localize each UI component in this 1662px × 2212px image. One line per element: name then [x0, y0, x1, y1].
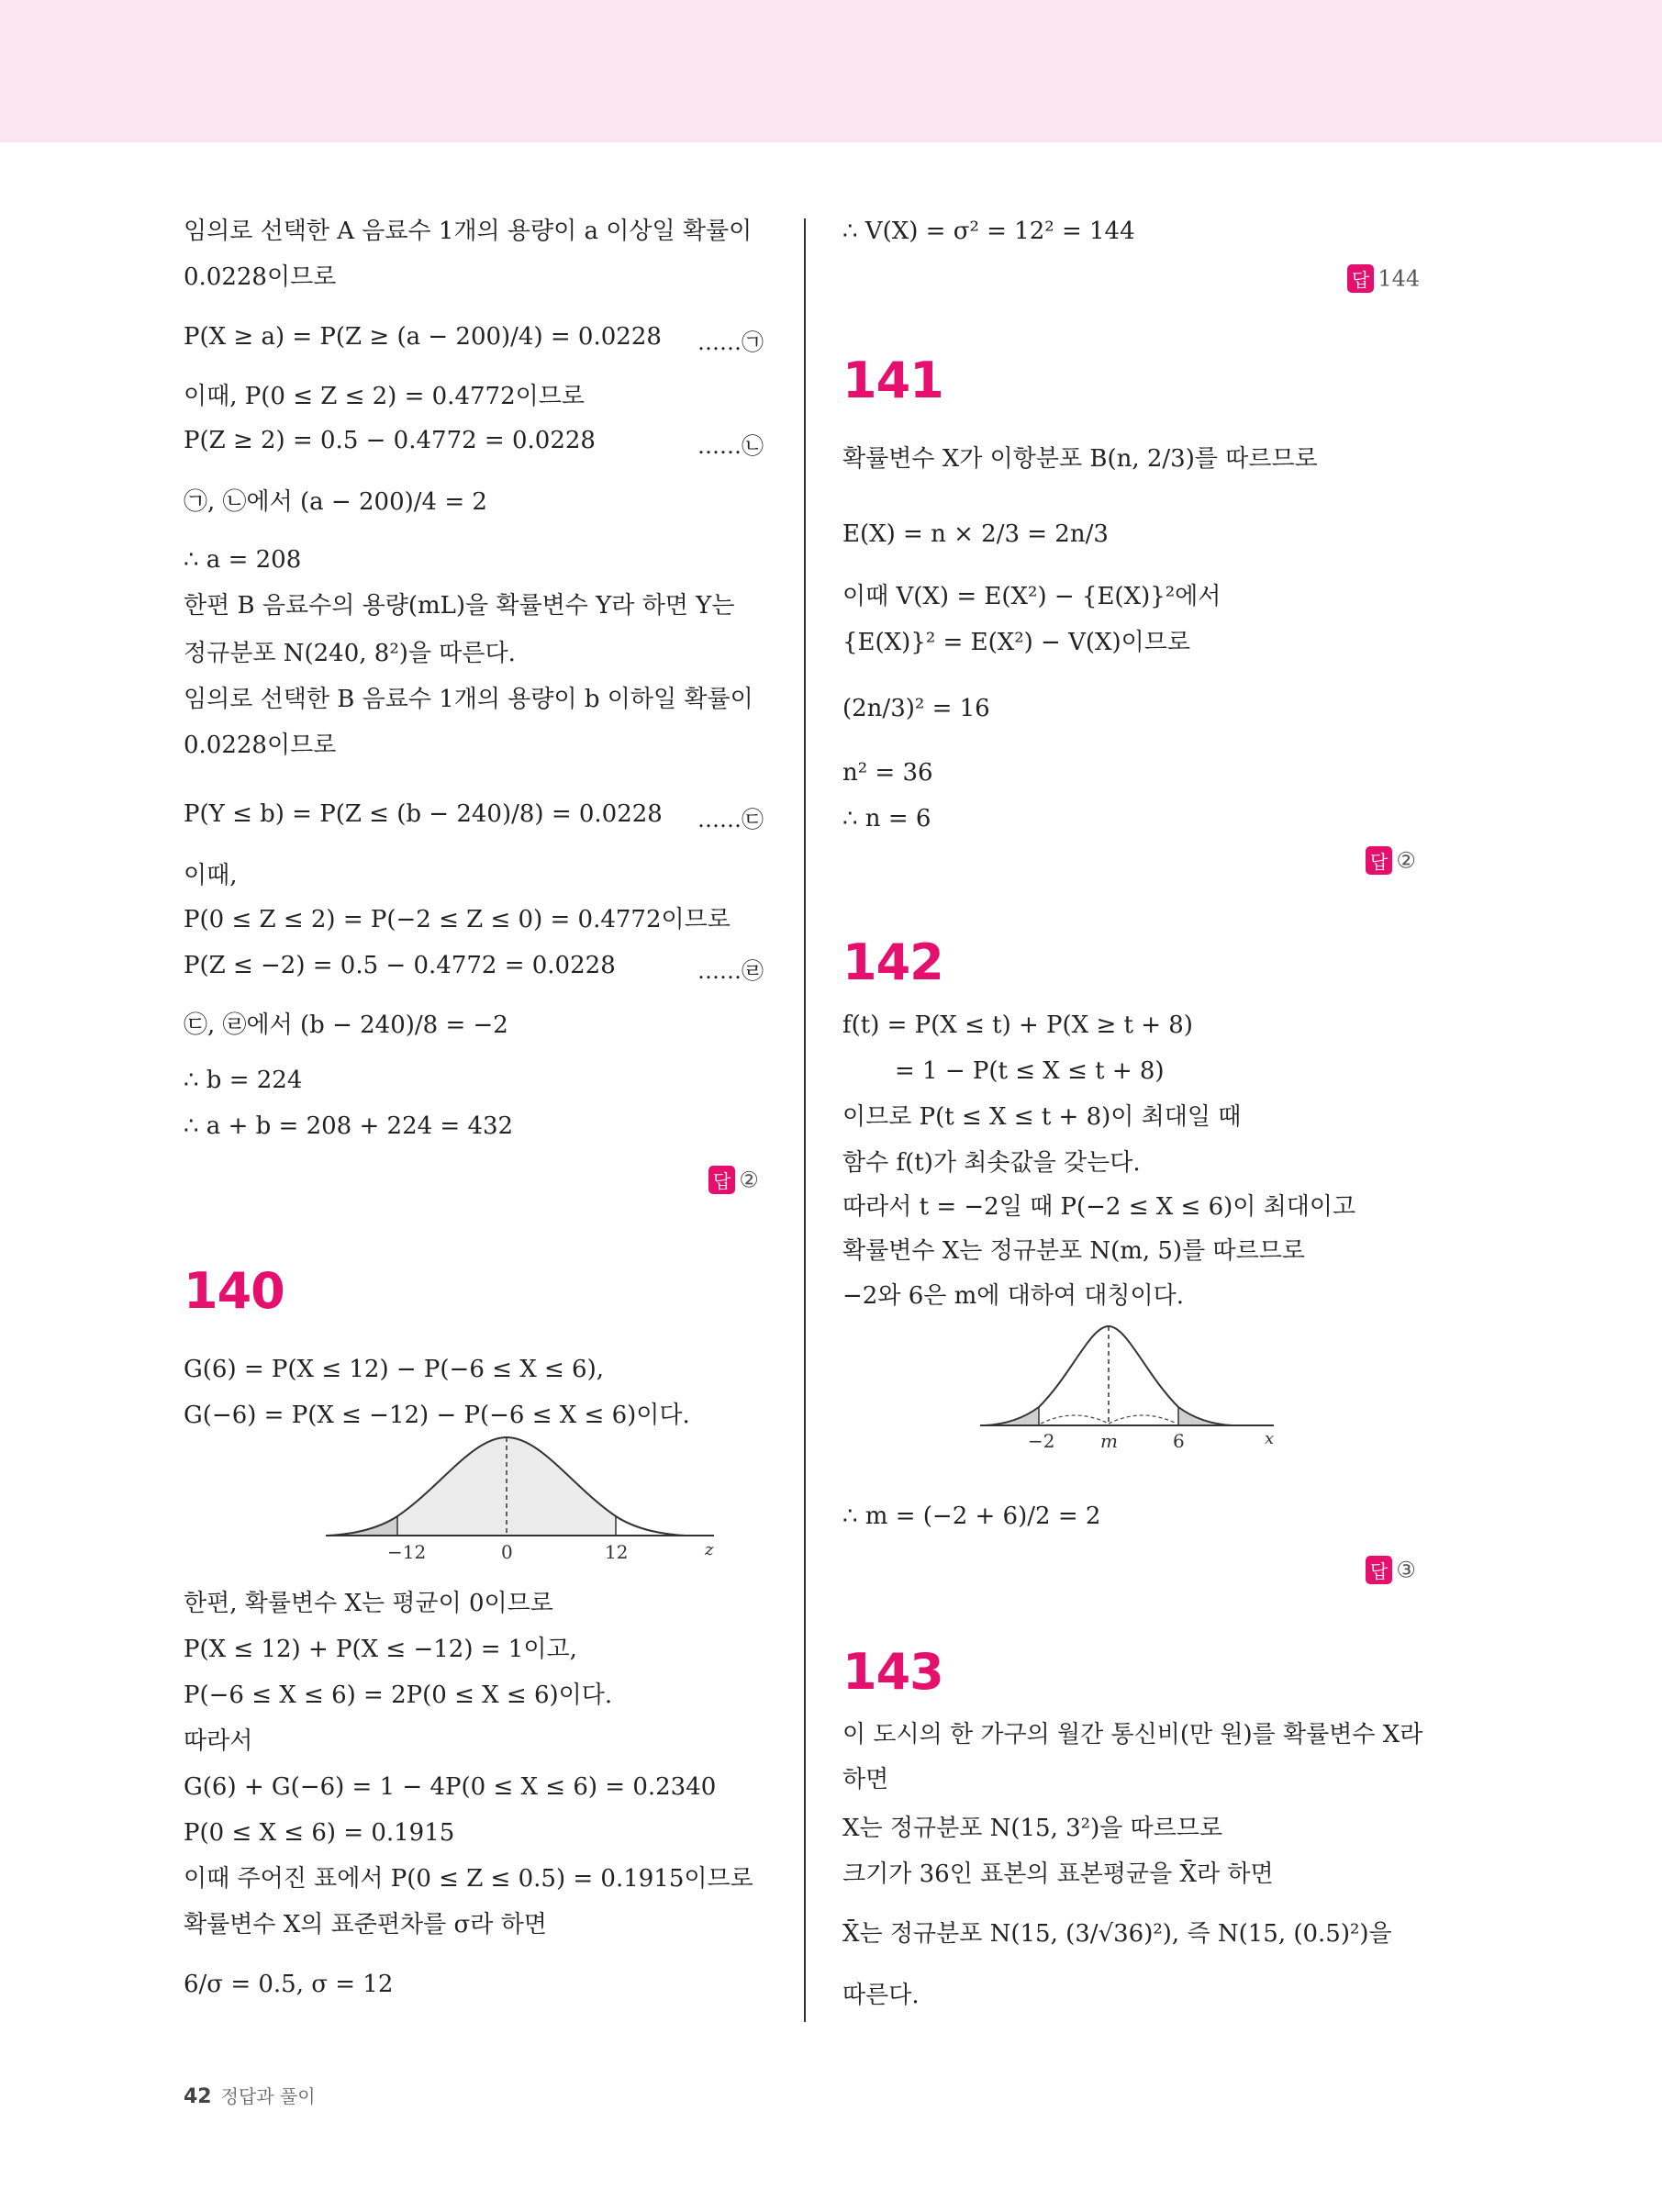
- equation: ∴ a + b = 208 + 224 = 432: [184, 1112, 514, 1140]
- header-band: [0, 0, 1662, 142]
- equation: P(X ≥ a) = P(Z ≥ (a − 200)/4) = 0.0228: [184, 323, 662, 351]
- answer-badge: [708, 1166, 759, 1194]
- answer-badge: [1366, 846, 1416, 875]
- text-line: 확률변수 X가 이항분포 B(n, 2/3)를 따르므로: [842, 445, 1318, 473]
- answer-value: ②: [739, 1167, 759, 1193]
- text-line: 임의로 선택한 B 음료수 1개의 용량이 b 이하일 확률이: [184, 686, 753, 713]
- symmetry-arc: [1041, 1415, 1109, 1424]
- text-line: −2와 6은 m에 대하여 대칭이다.: [842, 1282, 1185, 1310]
- text-line: X는 정규분포 N(15, 3²)을 따르므로: [842, 1815, 1223, 1842]
- text-line: 따른다.: [842, 1982, 920, 2009]
- text-line: 정규분포 N(240, 8²)을 따른다.: [184, 640, 516, 667]
- text-line: 한편 B 음료수의 용량(mL)을 확률변수 Y라 하면 Y는: [184, 592, 735, 620]
- text-line: 따라서 t = −2일 때 P(−2 ≤ X ≤ 6)이 최대이고: [842, 1193, 1356, 1221]
- problem-number: 142: [842, 933, 943, 991]
- axis-label: x: [1265, 1429, 1275, 1448]
- text-line: 이때 주어진 표에서 P(0 ≤ Z ≤ 0.5) = 0.1915이므로: [184, 1865, 753, 1893]
- equation: = 1 − P(t ≤ X ≤ t + 8): [895, 1057, 1165, 1085]
- column-divider: [804, 218, 806, 2022]
- problem-number: 143: [842, 1643, 943, 1701]
- text-line: 한편, 확률변수 X는 평균이 0이므로: [184, 1590, 553, 1617]
- tick-label: 6: [1173, 1430, 1185, 1452]
- equation-marker: ……㉡: [697, 433, 764, 459]
- text-line: 0.0228이므로: [184, 263, 337, 291]
- axis-label: z: [705, 1540, 714, 1559]
- equation: ∴ n = 6: [842, 805, 931, 832]
- text-line: X̄는 정규분포 N(15, (3/√36)²), 즉 N(15, (0.5)²)을: [842, 1920, 1392, 1948]
- shaded-tail-right: [1178, 1407, 1233, 1425]
- text-line: 이 도시의 한 가구의 월간 통신비(만 원)를 확률변수 X라: [842, 1721, 1423, 1748]
- answer-tag: 답: [708, 1166, 735, 1194]
- equation: f(t) = P(X ≤ t) + P(X ≥ t + 8): [842, 1011, 1193, 1039]
- shaded-tail-left: [985, 1407, 1039, 1425]
- tick-label: −2: [1028, 1430, 1055, 1452]
- text-line: 크기가 36인 표본의 표본평균을 X̄라 하면: [842, 1860, 1274, 1888]
- equation: ∴ b = 224: [184, 1067, 303, 1094]
- equation: E(X) = n × 2/3 = 2n/3: [842, 520, 1109, 548]
- text-line: 이때, P(0 ≤ Z ≤ 2) = 0.4772이므로: [184, 383, 585, 410]
- equation: ∴ m = (−2 + 6)/2 = 2: [842, 1503, 1101, 1530]
- normal-curve-graph: [321, 1432, 817, 1570]
- symmetry-arc: [1109, 1415, 1177, 1424]
- equation: G(6) + G(−6) = 1 − 4P(0 ≤ X ≤ 6) = 0.2340: [184, 1773, 717, 1801]
- tick-label: m: [1100, 1430, 1118, 1452]
- text-line: 이때,: [184, 862, 238, 889]
- answer-tag: 답: [1347, 264, 1374, 293]
- answer-badge: [1366, 1556, 1416, 1584]
- equation: G(−6) = P(X ≤ −12) − P(−6 ≤ X ≤ 6)이다.: [184, 1402, 690, 1429]
- equation: P(X ≤ 12) + P(X ≤ −12) = 1이고,: [184, 1636, 577, 1663]
- text-line: 0.0228이므로: [184, 732, 337, 759]
- equation: ∴ a = 208: [184, 546, 302, 574]
- equation: P(0 ≤ X ≤ 6) = 0.1915: [184, 1819, 455, 1847]
- answer-badge: [1347, 264, 1420, 293]
- page-footer: [184, 2082, 316, 2108]
- equation: P(Z ≤ −2) = 0.5 − 0.4772 = 0.0228: [184, 952, 616, 979]
- equation: n² = 36: [842, 759, 933, 787]
- equation: G(6) = P(X ≤ 12) − P(−6 ≤ X ≤ 6),: [184, 1356, 604, 1383]
- answer-value: ③: [1396, 1557, 1416, 1583]
- equation: P(0 ≤ Z ≤ 2) = P(−2 ≤ Z ≤ 0) = 0.4772이므로: [184, 906, 731, 933]
- equation: (2n/3)² = 16: [842, 695, 990, 722]
- answer-tag: 답: [1366, 846, 1392, 875]
- normal-curve-graph: [980, 1319, 1439, 1457]
- footer-label: 정답과 풀이: [220, 2085, 316, 2107]
- equation-marker: ……㉠: [697, 330, 764, 355]
- text-line: 확률변수 X는 정규분포 N(m, 5)를 따르므로: [842, 1237, 1305, 1265]
- equation: P(Y ≤ b) = P(Z ≤ (b − 240)/8) = 0.0228: [184, 800, 663, 828]
- tick-label: 12: [605, 1541, 629, 1563]
- equation: ㉠, ㉡에서 (a − 200)/4 = 2: [184, 488, 487, 516]
- text-line: 따라서: [184, 1727, 253, 1755]
- text-line: 하면: [842, 1766, 889, 1793]
- problem-number: 140: [184, 1262, 284, 1320]
- answer-value: ②: [1396, 847, 1416, 874]
- equation: ∴ V(X) = σ² = 12² = 144: [842, 218, 1135, 245]
- page-number: 42: [184, 2085, 212, 2108]
- problem-number: 141: [842, 352, 943, 409]
- text-line: 함수 f(t)가 최솟값을 갖는다.: [842, 1149, 1141, 1177]
- shaded-tails: [328, 1516, 397, 1536]
- equation: ㉢, ㉣에서 (b − 240)/8 = −2: [184, 1011, 508, 1039]
- equation: {E(X)}² = E(X²) − V(X)이므로: [842, 629, 1191, 656]
- text-line: 이므로 P(t ≤ X ≤ t + 8)이 최대일 때: [842, 1103, 1242, 1131]
- text-line: 임의로 선택한 A 음료수 1개의 용량이 a 이상일 확률이: [184, 218, 753, 245]
- equation: 이때 V(X) = E(X²) − {E(X)}²에서: [842, 583, 1221, 610]
- equation: P(Z ≥ 2) = 0.5 − 0.4772 = 0.0228: [184, 427, 596, 454]
- equation: 6/σ = 0.5, σ = 12: [184, 1971, 394, 1998]
- equation-marker: ……㉣: [697, 958, 764, 984]
- equation-marker: ……㉢: [697, 807, 764, 832]
- answer-value: 144: [1378, 265, 1421, 292]
- text-line: 확률변수 X의 표준편차를 σ라 하면: [184, 1911, 547, 1938]
- equation: P(−6 ≤ X ≤ 6) = 2P(0 ≤ X ≤ 6)이다.: [184, 1681, 613, 1709]
- tick-label: 0: [501, 1541, 513, 1563]
- tick-label: −12: [387, 1541, 427, 1563]
- answer-tag: 답: [1366, 1556, 1392, 1584]
